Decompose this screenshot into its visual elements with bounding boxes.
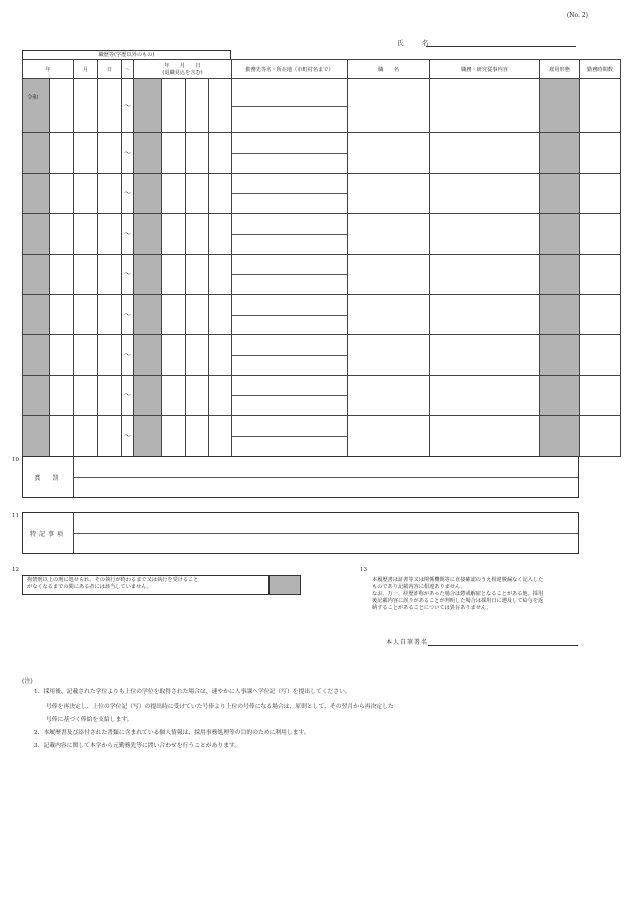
hours-cell[interactable] [580,173,621,213]
section13-line: 本履歴書は証書等又は関係機関等に直接確認のうえ相違脱漏なく記入した [372,577,544,583]
section11-divider [73,533,578,534]
end-day[interactable] [209,173,232,213]
end-year[interactable] [162,254,186,294]
header-position: 職 名 [348,60,430,79]
header-end-date-note: (退職見込を含む) [162,70,203,76]
start-year-gray[interactable] [23,173,50,213]
duties-cell[interactable] [430,375,540,415]
employer-divider [232,395,347,396]
career-row [23,294,621,334]
position-cell[interactable] [348,214,430,254]
employer-divider [232,355,347,356]
end-era[interactable] [134,133,162,173]
end-day[interactable] [209,294,232,334]
employer-divider [232,106,347,107]
hours-cell[interactable] [580,214,621,254]
hours-cell[interactable] [580,335,621,375]
end-month[interactable] [186,294,209,334]
section10-box [22,456,579,498]
employer-divider [232,315,347,316]
employer-cell[interactable] [232,375,348,415]
start-month[interactable] [74,173,98,213]
header-day: 日 [98,60,122,79]
header-employment-type: 雇用形態 [540,60,580,79]
employer-divider [232,193,347,194]
start-year[interactable] [50,294,74,334]
header-end-date [134,60,232,79]
start-month[interactable] [74,335,98,375]
employment-type-cell[interactable] [540,254,580,294]
employer-cell[interactable] [232,254,348,294]
career-row [23,173,621,213]
start-day[interactable] [98,254,122,294]
header-hours: 勤務時間数 [580,60,621,79]
era-cell[interactable]: 令和 [23,79,50,133]
employer-cell[interactable] [232,416,348,456]
section12-statement [22,575,269,595]
section13-line: 納することがあることについては異存ありません。 [372,605,492,612]
section11-number: 11 [12,513,19,519]
employer-divider [232,153,347,154]
start-month[interactable] [74,294,98,334]
start-year[interactable] [50,133,74,173]
end-day[interactable] [209,416,232,456]
tilde-cell[interactable]: ～ [122,173,134,213]
employer-divider [232,436,347,437]
position-cell[interactable] [348,173,430,213]
section10-label: 賞 罰 [23,457,74,497]
career-table [22,59,621,457]
note-item: 号俸に基づく俸給を支給します。 [46,717,133,723]
start-year-gray[interactable] [23,375,50,415]
end-era[interactable] [134,416,162,456]
tilde-cell[interactable]: ～ [122,335,134,375]
tilde-cell[interactable]: ～ [122,416,134,456]
notes-title: (注) [22,678,33,685]
start-month[interactable] [74,133,98,173]
start-month[interactable] [74,254,98,294]
position-cell[interactable] [348,79,430,133]
signature-label: 本人自筆署名 [386,639,429,646]
start-year-gray[interactable] [23,254,50,294]
section12-checkbox[interactable] [269,575,301,595]
section12-line2: がなくなるまでの間にある者には該当していません。 [27,584,152,591]
employer-cell[interactable] [232,173,348,213]
end-era[interactable] [134,294,162,334]
signature-field[interactable] [428,645,578,646]
duties-cell[interactable] [430,416,540,456]
tilde-cell[interactable]: ～ [122,294,134,334]
start-month[interactable] [74,375,98,415]
employer-cell[interactable] [232,214,348,254]
end-year[interactable] [162,133,186,173]
position-cell[interactable] [348,254,430,294]
tilde-cell[interactable]: ～ [122,79,134,133]
section13-line: ものであり記載内容に相違ありません。 [372,584,466,591]
employment-type-cell[interactable] [540,214,580,254]
employer-divider [232,234,347,235]
position-cell[interactable] [348,375,430,415]
position-cell[interactable] [348,335,430,375]
start-month[interactable] [74,79,98,133]
start-day[interactable] [98,335,122,375]
employer-divider [232,274,347,275]
note-item: 号俸を再決定し、上位の学位記（写）の提出時に受けていた号俸より上位の号俸になる場合は、原則として、その翌月から再決定した [46,704,394,710]
end-era[interactable] [134,214,162,254]
career-row [23,254,621,294]
end-day[interactable] [209,254,232,294]
duties-cell[interactable] [430,214,540,254]
header-duties: 職務・研究従事内容 [430,60,540,79]
start-year[interactable] [50,416,74,456]
end-year[interactable] [162,294,186,334]
start-day[interactable] [98,79,122,133]
tilde-cell[interactable]: ～ [122,133,134,173]
end-month[interactable] [186,214,209,254]
hours-cell[interactable] [580,79,621,133]
career-row [23,133,621,173]
start-year[interactable] [50,254,74,294]
employment-type-cell[interactable] [540,294,580,334]
start-day[interactable] [98,173,122,213]
end-month[interactable] [186,416,209,456]
duties-cell[interactable] [430,335,540,375]
end-era[interactable] [134,173,162,213]
duties-cell[interactable] [430,254,540,294]
employment-type-cell[interactable] [540,335,580,375]
career-row [23,335,621,375]
section13-line: なお、万一、経歴詐称があった場合は懲戒解雇となることがある他、採用 [372,591,544,598]
section11-label: 特記事項 [23,513,74,553]
employment-type-cell[interactable] [540,133,580,173]
end-day[interactable] [209,214,232,254]
employer-cell[interactable] [232,79,348,133]
start-year-gray[interactable] [23,416,50,456]
start-year-gray[interactable] [23,214,50,254]
start-day[interactable] [98,375,122,415]
tilde-cell[interactable]: ～ [122,214,134,254]
tilde-cell[interactable]: ～ [122,254,134,294]
end-month[interactable] [186,133,209,173]
end-month[interactable] [186,375,209,415]
note-item: 1．採用後、記載された学位よりも上位の学位を取得された場合は、速やかに人事課へ学位記（写）を提出してください。 [34,689,351,695]
duties-cell[interactable] [430,79,540,133]
end-era[interactable] [134,254,162,294]
duties-cell[interactable] [430,133,540,173]
employer-cell[interactable] [232,294,348,334]
end-day[interactable] [209,335,232,375]
header-end-date-label: 年 月 日 [164,63,201,69]
section13-declaration [372,577,610,612]
end-year[interactable] [162,335,186,375]
end-month[interactable] [186,173,209,213]
name-label: 氏 名 [397,39,435,47]
start-year[interactable] [50,214,74,254]
career-row [23,416,621,456]
section12-number: 12 [12,567,19,573]
end-year[interactable] [162,214,186,254]
end-year[interactable] [162,416,186,456]
header-year: 年 [23,60,74,79]
end-month[interactable] [186,254,209,294]
career-header-row [23,60,621,79]
section13-line: 後記載内容に誤りがあることが判明した場合は採用日に遡及して給与を返 [372,598,544,605]
employment-type-cell[interactable] [540,173,580,213]
career-row [23,214,621,254]
tilde-cell[interactable]: ～ [122,375,134,415]
end-month[interactable] [186,79,209,133]
section13-number: 13 [360,567,367,573]
position-cell[interactable] [348,294,430,334]
start-day[interactable] [98,294,122,334]
hours-cell[interactable] [580,133,621,173]
end-year[interactable] [162,173,186,213]
start-day[interactable] [98,214,122,254]
name-field[interactable] [426,46,576,47]
start-year[interactable] [50,173,74,213]
duties-cell[interactable] [430,173,540,213]
section10-divider [73,477,578,478]
start-month[interactable] [74,416,98,456]
start-day[interactable] [98,133,122,173]
start-month[interactable] [74,214,98,254]
note-item: 3．記載内容に関して本学から元勤務先等に問い合わせを行うことがあります。 [34,743,241,749]
section10-number: 10 [12,457,19,463]
employment-type-cell[interactable] [540,375,580,415]
hours-cell[interactable] [580,254,621,294]
page-number: (No. 2) [566,12,588,19]
position-cell[interactable] [348,133,430,173]
career-row [23,79,621,133]
employment-type-cell[interactable] [540,416,580,456]
end-era[interactable] [134,79,162,133]
start-year-gray[interactable] [23,294,50,334]
career-caption: 職歴等(学歴以外のもの) [22,50,231,59]
end-era[interactable] [134,335,162,375]
employer-cell[interactable] [232,335,348,375]
end-era[interactable] [134,375,162,415]
start-year[interactable] [50,79,74,133]
employer-cell[interactable] [232,133,348,173]
start-day[interactable] [98,416,122,456]
start-year-gray[interactable] [23,133,50,173]
header-month: 月 [74,60,98,79]
section11-box [22,512,579,554]
start-year[interactable] [50,375,74,415]
duties-cell[interactable] [430,294,540,334]
end-day[interactable] [209,375,232,415]
end-year[interactable] [162,375,186,415]
hours-cell[interactable] [580,375,621,415]
start-year-gray[interactable] [23,335,50,375]
position-cell[interactable] [348,416,430,456]
career-row [23,375,621,415]
note-item: 2．本履歴書及び添付された書類に含まれている個人情報は、採用事務処理等の目的のために利用します。 [34,730,310,736]
end-day[interactable] [209,79,232,133]
end-day[interactable] [209,133,232,173]
header-tilde: ～ [122,60,134,79]
hours-cell[interactable] [580,294,621,334]
section12-line1: 拘禁刑以上の刑に処せられ、その執行が終わるまで又は執行を受けること [27,577,199,583]
end-year[interactable] [162,79,186,133]
employment-type-cell[interactable] [540,79,580,133]
header-employer: 勤務先等名・所在地（市町村名まで） [232,60,348,79]
end-month[interactable] [186,335,209,375]
start-year[interactable] [50,335,74,375]
hours-cell[interactable] [580,416,621,456]
